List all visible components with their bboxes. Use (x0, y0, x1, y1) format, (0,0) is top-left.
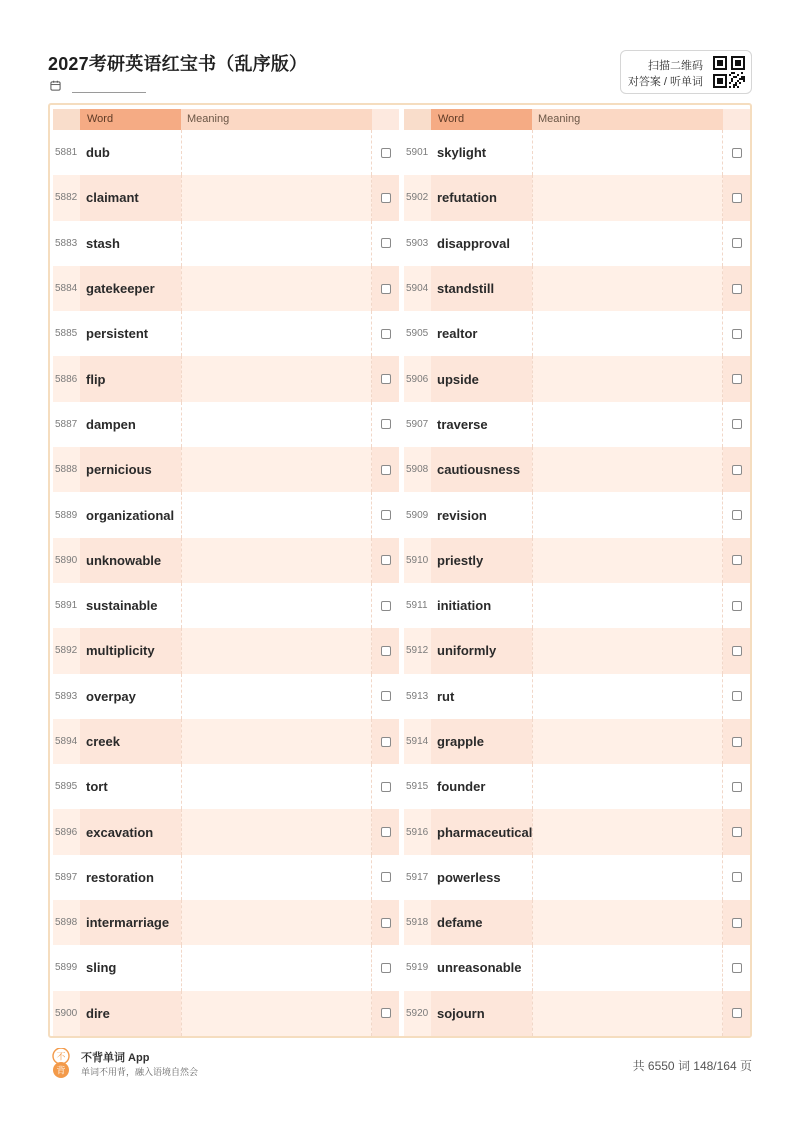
word-number: 5897 (55, 871, 78, 883)
table-row (53, 311, 399, 356)
check-cell (723, 764, 750, 809)
word-text: multiplicity (80, 628, 181, 673)
checkbox-icon[interactable] (732, 691, 742, 701)
qr-caption (628, 58, 703, 90)
word-text: stash (86, 235, 120, 251)
word-number: 5902 (406, 192, 429, 204)
meaning-cell[interactable] (532, 538, 723, 583)
meaning-cell[interactable] (181, 674, 372, 719)
check-cell (723, 356, 750, 401)
word-number: 5907 (406, 418, 429, 430)
meaning-cell[interactable] (181, 492, 372, 537)
word-number: 5896 (55, 826, 78, 838)
table-row (404, 492, 750, 537)
word-number: 5918 (406, 917, 429, 929)
check-cell (372, 945, 399, 990)
word-text: restoration (86, 869, 154, 885)
table-row (53, 764, 399, 809)
check-cell (723, 492, 750, 537)
table-row (404, 175, 750, 220)
word-number: 5892 (55, 645, 78, 657)
checkbox-icon[interactable] (381, 148, 391, 158)
check-cell (372, 402, 399, 447)
meaning-cell[interactable] (532, 809, 723, 854)
checkbox-icon[interactable] (381, 646, 391, 656)
word-text: gatekeeper (80, 266, 181, 311)
word-text: grapple (431, 719, 532, 764)
table-row (404, 945, 750, 990)
table-row (404, 628, 750, 673)
table-row (53, 583, 399, 628)
meaning-header: Meaning (181, 109, 372, 130)
column-header (404, 109, 750, 130)
table-row (404, 130, 750, 175)
word-rows (53, 130, 399, 1036)
checkbox-icon[interactable] (381, 555, 391, 565)
table-row (53, 492, 399, 537)
meaning-cell[interactable] (181, 356, 372, 401)
check-cell (723, 900, 750, 945)
word-number: 5891 (55, 600, 78, 612)
meaning-cell[interactable] (181, 628, 372, 673)
svg-text:不: 不 (56, 1052, 66, 1063)
meaning-cell[interactable] (181, 900, 372, 945)
word-text: persistent (86, 326, 149, 342)
meaning-cell[interactable] (181, 221, 372, 266)
meaning-cell[interactable] (181, 764, 372, 809)
checkbox-icon[interactable] (732, 465, 742, 475)
check-cell (723, 175, 750, 220)
table-row (404, 583, 750, 628)
check-cell (372, 991, 399, 1036)
table-row (53, 356, 399, 401)
checkbox-icon[interactable] (732, 737, 742, 747)
qr-caption-line2: 对答案 / 听单词 (627, 76, 703, 88)
table-row (404, 719, 750, 764)
check-cell (723, 538, 750, 583)
word-number: 5908 (406, 464, 429, 476)
word-rows (404, 130, 750, 1036)
word-number: 5888 (55, 464, 78, 476)
checkbox-icon[interactable] (381, 601, 391, 611)
checkbox-icon[interactable] (732, 601, 742, 611)
check-cell (723, 809, 750, 854)
table-row (404, 900, 750, 945)
meaning-cell[interactable] (181, 855, 372, 900)
word-number: 5904 (406, 283, 429, 295)
check-cell (372, 900, 399, 945)
checkbox-icon[interactable] (381, 193, 391, 203)
word-text: sojourn (431, 991, 532, 1036)
checkbox-icon[interactable] (732, 374, 742, 384)
table-row (404, 402, 750, 447)
date-underline (72, 92, 146, 93)
qr-code-icon[interactable] (713, 56, 745, 88)
word-text: rut (437, 688, 455, 704)
word-number: 5890 (55, 554, 78, 566)
word-number: 5920 (406, 1007, 429, 1019)
footer-tagline: 单词不用背，融入语境自然会 (81, 1067, 199, 1077)
table-row (404, 447, 750, 492)
checkbox-icon[interactable] (381, 374, 391, 384)
table-row (53, 855, 399, 900)
word-number: 5893 (55, 690, 78, 702)
app-logo-icon (50, 1048, 72, 1078)
checkbox-icon[interactable] (381, 963, 391, 973)
meaning-cell[interactable] (532, 311, 723, 356)
word-number: 5915 (406, 781, 429, 793)
word-text: sling (86, 960, 117, 976)
word-text: refutation (431, 175, 532, 220)
table-row (404, 809, 750, 854)
word-number: 5895 (55, 781, 78, 793)
word-number: 5889 (55, 509, 78, 521)
word-number: 5911 (406, 600, 428, 612)
word-text: creek (80, 719, 181, 764)
meaning-cell[interactable] (181, 130, 372, 175)
check-cell (372, 809, 399, 854)
table-row (404, 764, 750, 809)
check-cell (372, 356, 399, 401)
word-number: 5886 (55, 373, 78, 385)
table-row (53, 628, 399, 673)
word-number: 5887 (55, 418, 78, 430)
check-cell (372, 583, 399, 628)
checkbox-icon[interactable] (732, 148, 742, 158)
word-number: 5917 (406, 871, 429, 883)
table-row (404, 221, 750, 266)
meaning-cell[interactable] (532, 583, 723, 628)
word-text: skylight (437, 145, 487, 161)
check-cell (723, 674, 750, 719)
word-text: traverse (437, 416, 488, 432)
qr-caption-line1: 扫描二维码 (648, 60, 703, 72)
word-text: unreasonable (437, 960, 522, 976)
check-cell (723, 719, 750, 764)
meaning-cell[interactable] (532, 900, 723, 945)
word-text: unknowable (80, 538, 181, 583)
vocab-table (48, 103, 752, 1038)
word-text: tort (86, 779, 108, 795)
checkbox-icon[interactable] (732, 918, 742, 928)
word-text: pernicious (80, 447, 181, 492)
check-cell (372, 175, 399, 220)
meaning-cell[interactable] (532, 991, 723, 1036)
word-number: 5884 (55, 283, 78, 295)
meaning-cell[interactable] (532, 266, 723, 311)
word-column-left (53, 109, 399, 1034)
checkbox-icon[interactable] (381, 737, 391, 747)
table-row (404, 855, 750, 900)
word-number: 5894 (55, 736, 78, 747)
meaning-cell[interactable] (181, 402, 372, 447)
checkbox-icon[interactable] (732, 419, 742, 429)
word-number: 5919 (406, 962, 429, 974)
check-cell (723, 628, 750, 673)
word-text: priestly (431, 538, 532, 583)
table-row (404, 266, 750, 311)
table-row (53, 945, 399, 990)
check-cell (723, 447, 750, 492)
table-row (53, 175, 399, 220)
meaning-cell[interactable] (181, 266, 372, 311)
word-text: upside (431, 356, 532, 401)
check-cell (372, 538, 399, 583)
checkbox-icon[interactable] (381, 827, 391, 837)
meaning-cell[interactable] (181, 175, 372, 220)
word-number: 5916 (406, 826, 429, 838)
check-cell (372, 492, 399, 537)
checkbox-icon[interactable] (381, 419, 391, 429)
checkbox-icon[interactable] (381, 510, 391, 520)
table-row (404, 674, 750, 719)
meaning-cell[interactable] (532, 719, 723, 764)
date-field (50, 80, 150, 94)
calendar-icon (50, 80, 61, 91)
meaning-cell[interactable] (181, 583, 372, 628)
meaning-cell[interactable] (532, 674, 723, 719)
meaning-cell[interactable] (532, 855, 723, 900)
checkbox-icon[interactable] (381, 465, 391, 475)
word-text: founder (437, 779, 486, 795)
word-number: 5901 (406, 147, 429, 159)
check-cell (372, 266, 399, 311)
word-text: flip (80, 356, 181, 401)
word-number: 5910 (406, 554, 429, 566)
checkbox-icon[interactable] (381, 872, 391, 882)
check-cell (372, 628, 399, 673)
checkbox-icon[interactable] (732, 329, 742, 339)
word-text: powerless (437, 869, 501, 885)
table-row (53, 266, 399, 311)
check-cell (723, 311, 750, 356)
checkbox-icon[interactable] (381, 284, 391, 294)
word-text: uniformly (431, 628, 532, 673)
word-number: 5913 (406, 690, 429, 702)
checkbox-icon[interactable] (732, 555, 742, 565)
word-text: defame (431, 900, 532, 945)
table-row (53, 447, 399, 492)
word-text: cautiousness (431, 447, 532, 492)
check-cell (372, 311, 399, 356)
word-text: disapproval (437, 235, 510, 251)
check-cell (372, 447, 399, 492)
word-text: sustainable (86, 598, 158, 614)
meaning-cell[interactable] (532, 356, 723, 401)
qr-panel (620, 50, 752, 94)
meaning-cell[interactable] (532, 130, 723, 175)
table-row (404, 356, 750, 401)
table-row (404, 991, 750, 1036)
table-row (404, 538, 750, 583)
table-row (53, 900, 399, 945)
word-number: 5909 (406, 509, 429, 521)
meaning-cell[interactable] (181, 719, 372, 764)
meaning-cell[interactable] (181, 538, 372, 583)
page-title: 2027考研英语红宝书（乱序版） (48, 54, 308, 74)
check-cell (372, 221, 399, 266)
checkbox-icon[interactable] (381, 918, 391, 928)
checkbox-icon[interactable] (732, 872, 742, 882)
word-number: 5914 (406, 736, 429, 747)
word-text: organizational (86, 507, 175, 523)
word-text: dire (80, 991, 181, 1036)
word-text: initiation (437, 598, 492, 614)
word-number: 5882 (55, 192, 78, 204)
word-number: 5898 (55, 917, 78, 929)
check-cell (372, 855, 399, 900)
meaning-cell[interactable] (532, 175, 723, 220)
checkbox-icon[interactable] (732, 782, 742, 792)
svg-text:背: 背 (56, 1066, 66, 1077)
check-cell (723, 991, 750, 1036)
checkbox-icon[interactable] (381, 1008, 391, 1018)
meaning-cell[interactable] (532, 447, 723, 492)
meaning-cell[interactable] (532, 945, 723, 990)
table-row (53, 674, 399, 719)
word-number: 5881 (55, 147, 78, 159)
checkbox-icon[interactable] (381, 691, 391, 701)
check-cell (372, 130, 399, 175)
meaning-cell[interactable] (181, 311, 372, 356)
word-number: 5903 (406, 237, 429, 249)
word-text: intermarriage (80, 900, 181, 945)
word-header: Word (80, 109, 181, 130)
check-cell (723, 583, 750, 628)
checkbox-icon[interactable] (732, 827, 742, 837)
checkbox-icon[interactable] (732, 193, 742, 203)
checkbox-icon[interactable] (732, 284, 742, 294)
checkbox-icon[interactable] (732, 1008, 742, 1018)
meaning-cell[interactable] (181, 991, 372, 1036)
word-number: 5885 (55, 328, 78, 340)
table-row (53, 402, 399, 447)
checkbox-icon[interactable] (381, 782, 391, 792)
check-cell (372, 674, 399, 719)
column-header (53, 109, 399, 130)
meaning-cell[interactable] (532, 492, 723, 537)
meaning-cell[interactable] (181, 945, 372, 990)
table-row (404, 311, 750, 356)
meaning-cell[interactable] (532, 764, 723, 809)
word-column-right (404, 109, 750, 1034)
word-number: 5883 (55, 237, 78, 249)
meaning-header: Meaning (532, 109, 723, 130)
meaning-cell[interactable] (181, 809, 372, 854)
check-cell (723, 402, 750, 447)
word-text: realtor (437, 326, 478, 342)
checkbox-icon[interactable] (732, 510, 742, 520)
check-cell (723, 130, 750, 175)
meaning-cell[interactable] (532, 628, 723, 673)
checkbox-icon[interactable] (381, 238, 391, 248)
word-number: 5899 (55, 962, 78, 974)
word-number: 5912 (406, 645, 429, 657)
word-text: standstill (431, 266, 532, 311)
checkbox-icon[interactable] (732, 646, 742, 656)
checkbox-icon[interactable] (732, 963, 742, 973)
table-row (53, 130, 399, 175)
word-number: 5906 (406, 373, 429, 385)
word-text: dub (86, 145, 110, 161)
check-cell (372, 764, 399, 809)
word-number: 5905 (406, 328, 429, 340)
check-cell (723, 855, 750, 900)
footer-app-name: 不背单词 App (81, 1052, 150, 1064)
word-text: dampen (86, 416, 136, 432)
check-cell (723, 945, 750, 990)
table-row (53, 221, 399, 266)
checkbox-icon[interactable] (381, 329, 391, 339)
word-text: revision (437, 507, 487, 523)
word-header: Word (431, 109, 532, 130)
word-text: claimant (80, 175, 181, 220)
word-text: pharmaceutical (431, 809, 532, 854)
word-number: 5900 (55, 1007, 78, 1019)
word-text: excavation (80, 809, 181, 854)
table-row (53, 991, 399, 1036)
meaning-cell[interactable] (532, 221, 723, 266)
check-cell (723, 266, 750, 311)
meaning-cell[interactable] (532, 402, 723, 447)
table-row (53, 809, 399, 854)
word-text: overpay (86, 688, 136, 704)
meaning-cell[interactable] (181, 447, 372, 492)
page-counter: 共 6550 词 148/164 页 (632, 1059, 752, 1073)
table-row (53, 719, 399, 764)
check-cell (723, 221, 750, 266)
checkbox-icon[interactable] (732, 238, 742, 248)
check-cell (372, 719, 399, 764)
table-row (53, 538, 399, 583)
